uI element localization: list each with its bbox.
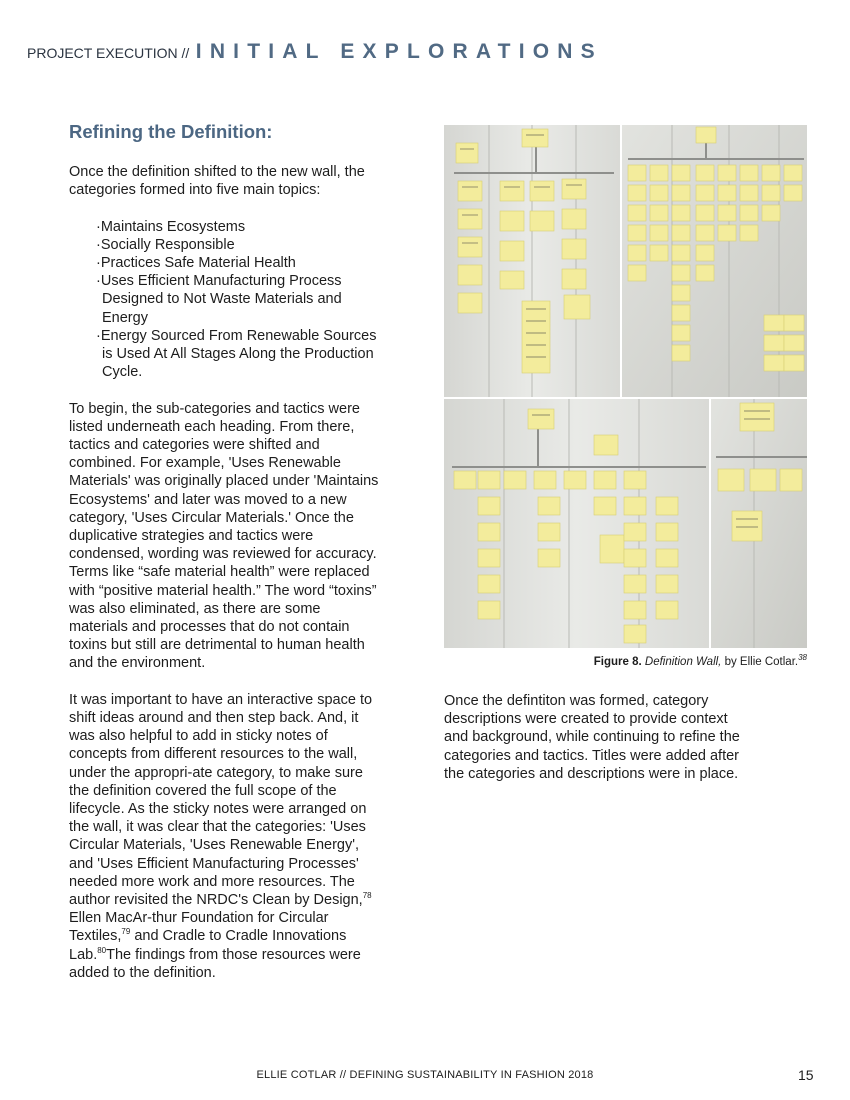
paragraph-text: Ellen MacAr-thur Foundation for Circular Textiles, — [69, 910, 329, 945]
topic-item: · Uses Efficient Manufacturing Process Designed to Not Waste Materials and Energy — [95, 272, 379, 327]
topic-item: · Socially Responsible — [95, 236, 379, 254]
left-column — [69, 120, 379, 1000]
right-column — [444, 692, 744, 801]
page-number: 15 — [798, 1067, 814, 1083]
paragraph-text: It was important to have an interactive space to shift ideas around and then step back. And, it was also helpful to add in sticky notes of concepts from different resources to the wall, under the appropri-ate category, to make sure the definition covered the full scope of the lifecycle. As the sticky notes were arranged on the wall, it was clear that the categories: 'Uses Circular Materials, 'Uses Renewable Energy', and 'Uses Efficient Manufacturing Processes' needed more work and more resources. The author revisited the NRDC's Clean by Design, — [69, 691, 373, 909]
topic-list — [69, 218, 379, 382]
footer-credit: ELLIE COTLAR // DEFINING SUSTAINABILITY IN FASHION 2018 — [256, 1069, 594, 1081]
section-heading: Refining the Definition: — [69, 121, 273, 142]
paragraph-text: and Cradle to Cradle Innovations Lab. — [69, 928, 347, 963]
topic-item: · Practices Safe Material Health — [95, 254, 379, 272]
definition-wall-photo — [444, 125, 807, 648]
figure-title: Definition Wall, — [644, 656, 722, 668]
figure-byline: by Ellie Cotlar. — [721, 656, 799, 668]
figure-caption — [593, 653, 807, 668]
topic-item: · Energy Sourced From Renewable Sources is Used At All Stages Along the Production Cycle. — [95, 327, 379, 382]
footnote-ref: 79 — [121, 927, 131, 937]
body-paragraph: To begin, the sub-categories and tactics were listed underneath each heading. From there, tactics and categories were shifted and combined. For example, 'Uses Renewable Materials' was originally placed under 'Maintains Ecosystems' and later was moved to a new category, 'Uses Circular Materials.' Once the duplicative strategies and tactics were condensed, wording was reviewed for accuracy. Terms like “safe material health” were replaced with “positive material health.” The word “toxins” was also eliminated, as there are some materials and processes that do not contain toxins but still are detrimental to human health and the environment. — [69, 400, 379, 672]
body-paragraph: Once the defintiton was formed, category descriptions were created to provide context and background, while continuing to refine the categories and tactics. Titles were added after the categories and descriptions were in place. — [444, 693, 740, 782]
section-label: PROJECT EXECUTION // — [27, 45, 190, 61]
footnote-ref: 80 — [97, 945, 107, 955]
figure-label: Figure 8. — [593, 656, 642, 668]
topic-item: · Maintains Ecosystems — [95, 218, 379, 236]
running-header — [27, 40, 603, 64]
paragraph-text: The findings from those resources were added to the definition. — [69, 946, 361, 981]
section-topic: INITIAL EXPLORATIONS — [195, 40, 603, 63]
body-paragraph — [69, 691, 379, 982]
footnote-ref: 38 — [798, 653, 807, 663]
photo-collage — [444, 125, 807, 648]
intro-paragraph: Once the definition shifted to the new wall, the categories formed into five main topics: — [69, 164, 365, 199]
footnote-ref: 78 — [362, 891, 372, 901]
